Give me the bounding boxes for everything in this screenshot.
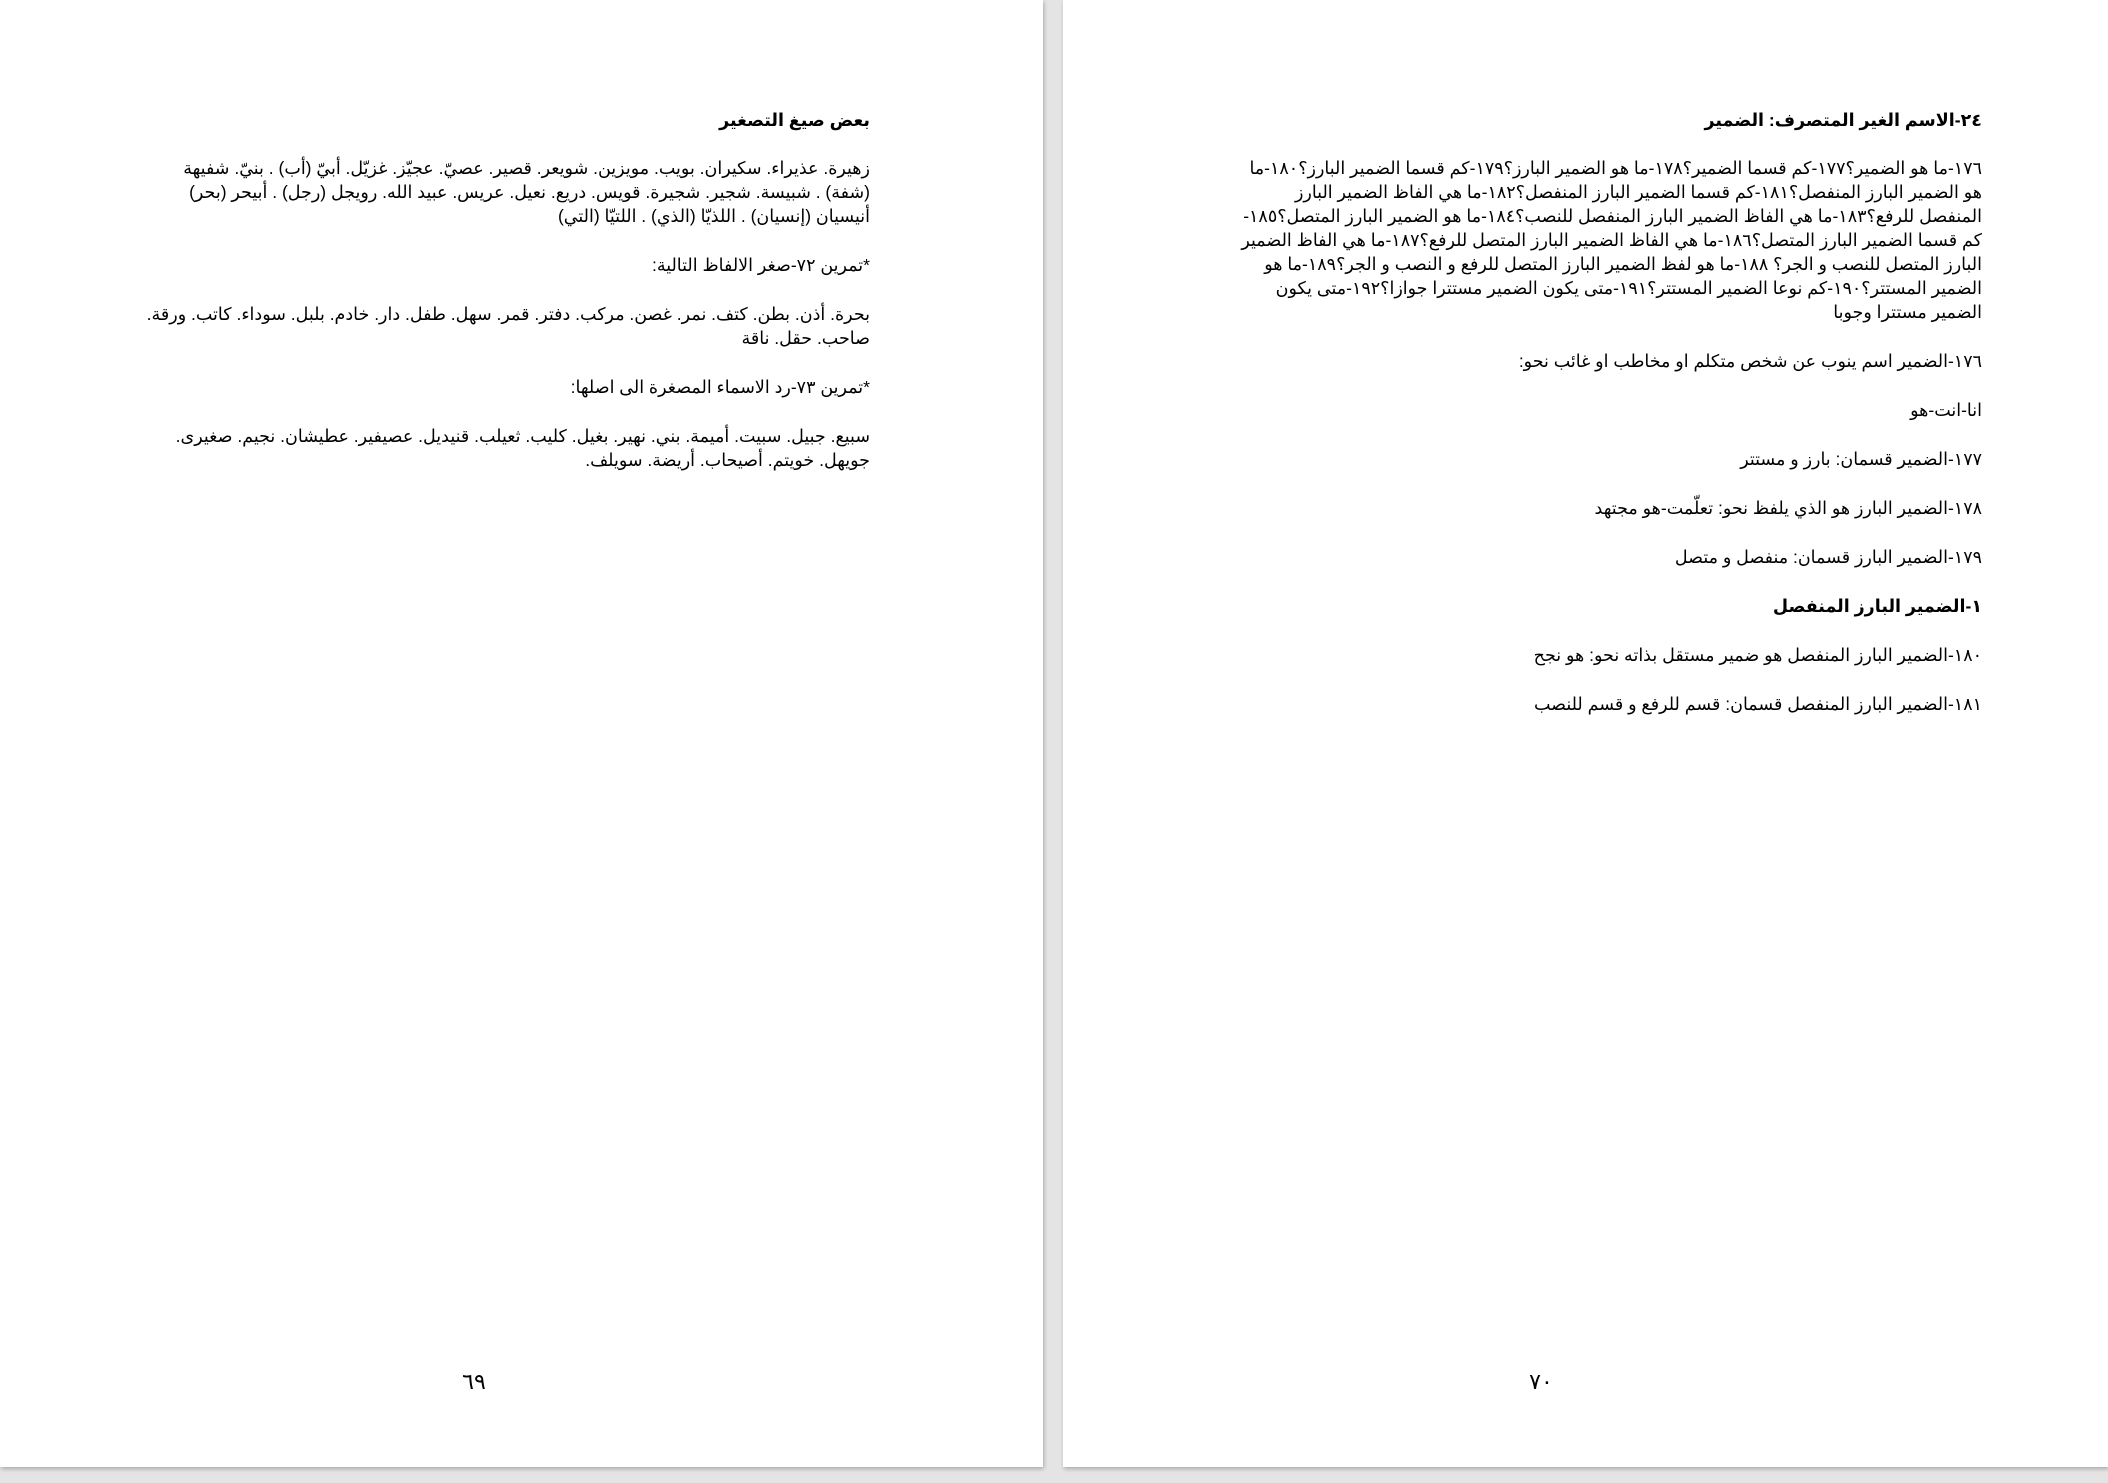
page-number: ٧٠ xyxy=(1529,1370,1553,1395)
answer-178: ١٧٨-الضمير البارز هو الذي يلفظ نحو: تعلّمت-هو مجتهد xyxy=(1594,498,1982,518)
chapter-heading: ٢٤-الاسم الغير المتصرف: الضمير xyxy=(1704,110,1982,130)
page-number: ٦٩ xyxy=(462,1370,486,1395)
page-70 xyxy=(1063,0,2108,1467)
section-heading: بعض صيغ التصغير xyxy=(719,110,870,130)
subsection-heading: ١-الضمير البارز المنفصل xyxy=(1772,596,1982,616)
exercise-73-words: سبيع. جبيل. سبيت. أميمة. بني. نهير. بغيل. كليب. ثعيلب. قنيديل. عصيفير. عطيشان. نجيم. صغيرى. جويهل. خويتم. أصيحاب. أريضة. سويلف. xyxy=(175,426,870,470)
answer-179: ١٧٩-الضمير البارز قسمان: منفصل و متصل xyxy=(1674,547,1982,567)
page-70-content xyxy=(1237,108,1982,741)
paragraph-diminutive-forms: زهيرة. عذيراء. سكيران. بويب. مويزين. شويعر. قصير. عصيّ. عجيّز. غزيّل. أبيّ (أب) . بنيّ. شفيهة (شفة) . شبيسة. شجير. شجيرة. قويس. دريع. نعيل. عريس. عبيد الله. رويجل (رجل) . أبيحر (بحر) أنيسيان (إنسيان) . اللذيّا (الذي) . اللتيّا (التي) xyxy=(183,158,870,226)
questions-paragraph: ١٧٦-ما هو الضمير؟١٧٧-كم قسما الضمير؟١٧٨-ما هو الضمير البارز؟١٧٩-كم قسما الضمير البارز؟١٨٠-ما هو الضمير البارز المنفصل؟١٨١-كم قسما الضمير البارز المنفصل؟١٨٢-ما هي الفاظ الضمير البارز المنفصل للرفع؟١٨٣-ما هي الفاظ الضمير البارز المنفصل للنصب؟١٨٤-ما هو الضمير البارز المتصل؟١٨٥-كم قسما الضمير البارز المتصل؟١٨٦-ما هي الفاظ الضمير البارز المتصل للرفع؟١٨٧-ما هي الفاظ الضمير البارز المتصل للنصب و الجر؟ ١٨٨-ما هو لفظ الضمير البارز المتصل للرفع و النصب و الجر؟١٨٩-ما هو الضمير المستتر؟١٩٠-كم نوعا الضمير المستتر؟١٩١-متى يكون الضمير مستترا جوازا؟١٩٢-متى يكون الضمير مستترا وجوبا xyxy=(1241,158,1982,322)
exercise-72-words: بحرة. أذن. بطن. كتف. نمر. غصن. مركب. دفتر. قمر. سهل. طفل. دار. خادم. بلبل. سوداء. كاتب. ورقة. صاحب. حقل. ناقة xyxy=(146,304,870,348)
exercise-72-title: *تمرين ٧٢-صغر الالفاظ التالية: xyxy=(651,255,870,275)
answer-176: ١٧٦-الضمير اسم ينوب عن شخص متكلم او مخاطب او غائب نحو: xyxy=(1518,351,1982,371)
answer-176-example: انا-انت-هو xyxy=(1910,400,1982,420)
answer-181: ١٨١-الضمير البارز المنفصل قسمان: قسم للرفع و قسم للنصب xyxy=(1534,694,1982,714)
page-69 xyxy=(0,0,1043,1467)
exercise-73-title: *تمرين ٧٣-رد الاسماء المصغرة الى اصلها: xyxy=(570,377,870,397)
answer-180: ١٨٠-الضمير البارز المنفصل هو ضمير مستقل بذاته نحو: هو نجح xyxy=(1533,645,1982,665)
page-69-content xyxy=(140,108,870,497)
answer-177: ١٧٧-الضمير قسمان: بارز و مستتر xyxy=(1740,449,1982,469)
